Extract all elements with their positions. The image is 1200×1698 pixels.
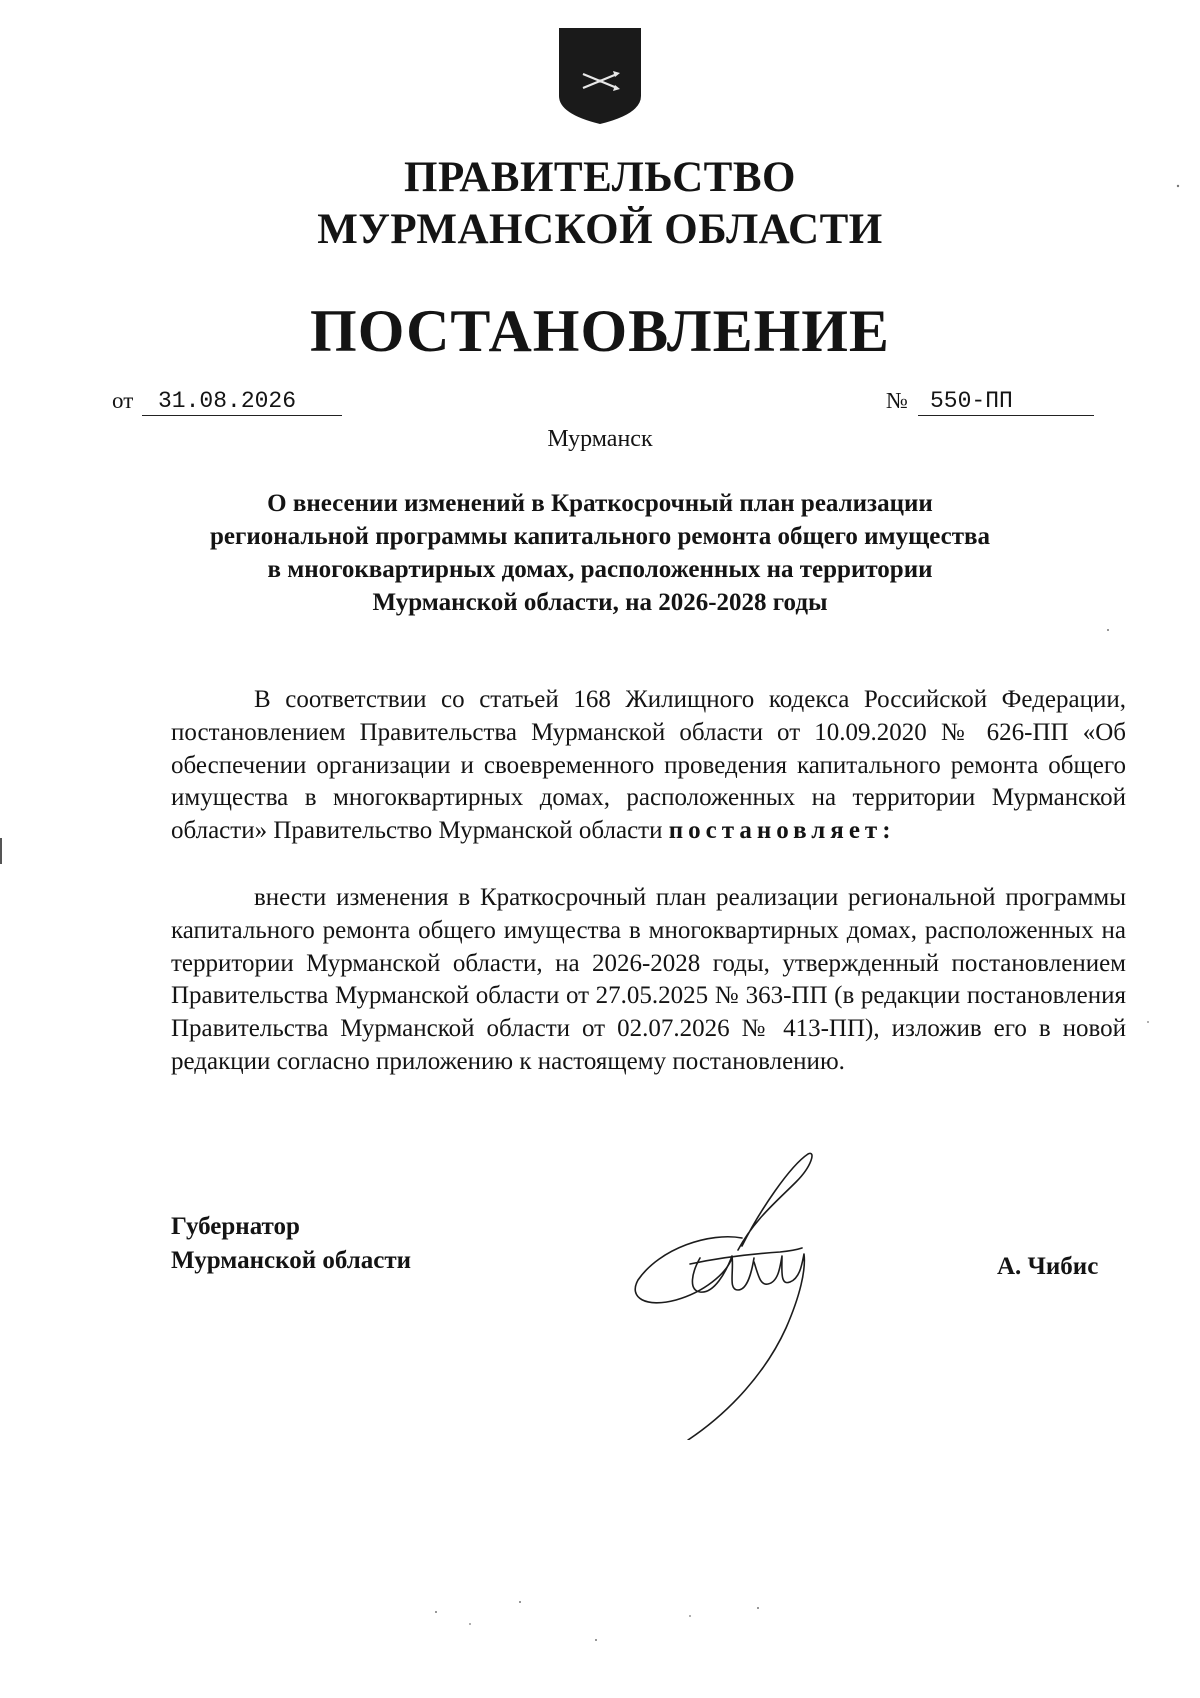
document-number: 550-ПП: [918, 388, 1094, 416]
body-paragraph-resolution: внести изменения в Краткосрочный план реализации региональной программы капитального ремонта общего имущества в многоквартирных домах, расположенных на территории Мурманской области, на 2026-2028 годы, утвержденный постановлением Правительства Мурманской области от 27.05.2025 № 363-ПП (в редакции постановления Правительства Мурманской области от 02.07.2026 № 413-ПП), изложив его в новой редакции согласно приложению к настоящему постановлению.: [171, 884, 1126, 1075]
city-name: Мурманск: [547, 426, 653, 452]
document-date: 31.08.2026: [142, 388, 342, 416]
body-paragraph-preamble: [171, 684, 1126, 848]
heading-line4: Мурманской области, на 2026-2028 годы: [372, 589, 828, 616]
document-heading: [150, 487, 1050, 619]
document-type-title: ПОСТАНОВЛЕНИЕ: [310, 298, 890, 364]
resolves-word: постановляет:: [668, 817, 896, 845]
date-line: [112, 388, 297, 418]
scan-margin-mark: [0, 838, 2, 864]
signatory-role-line2: Мурманской области: [171, 1247, 412, 1274]
number-line: [886, 388, 1096, 418]
coat-of-arms-icon: [557, 26, 643, 126]
heading-line3: в многоквартирных домах, расположенных на территории: [267, 556, 933, 583]
signatory-role-line1: Губернатор: [171, 1213, 300, 1240]
signatory-role: [171, 1210, 411, 1278]
government-title-line1: ПРАВИТЕЛЬСТВО: [404, 154, 796, 201]
handwritten-signature-icon: [630, 1140, 860, 1440]
preamble-text: В соответствии со статьей 168 Жилищного кодекса Российской Федерации, постановлением Правительства Мурманской области от 10.09.2020 № 626-ПП «Об обеспечении организации и своевременного проведения капитального ремонта общего имущества в многоквартирных домах, расположенных на территории Мурманской области» Правительство Мурманской области: [171, 686, 1126, 845]
number-prefix: №: [886, 388, 908, 413]
heading-line2: региональной программы капитального ремонта общего имущества: [210, 523, 990, 550]
date-prefix: от: [112, 388, 134, 413]
heading-line1: О внесении изменений в Краткосрочный план реализации: [267, 490, 933, 517]
signatory-name: А. Чибис: [997, 1253, 1099, 1280]
government-title-line2: МУРМАНСКОЙ ОБЛАСТИ: [317, 206, 883, 253]
